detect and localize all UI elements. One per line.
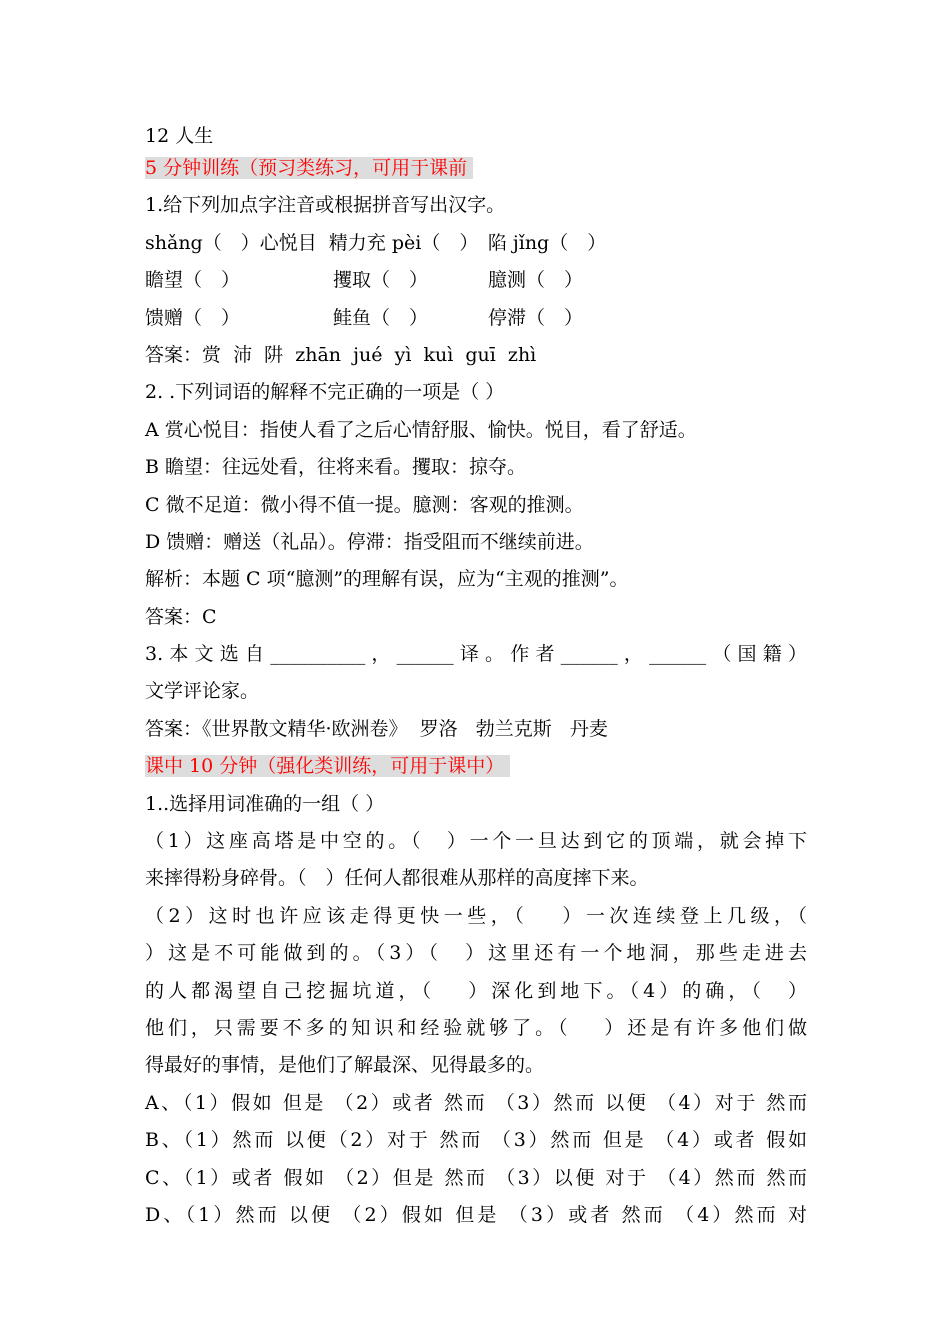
q3-answer: 答案：《世界散文精华·欧洲卷》 罗洛 勃兰克斯 丹麦 (145, 717, 608, 740)
q2-option-a: A 赏心悦目：指使人看了之后心情舒服、愉快。悦目，看了舒适。 (145, 418, 697, 441)
q4-passage-line: （2）这时也许应该走得更快一些，（ ）一次连续登上几级，（ (145, 904, 807, 927)
q4-passage-line: 得最好的事情，是他们了解最深、见得最多的。 (145, 1054, 545, 1077)
word-item: 瞻望（ ） (145, 269, 241, 292)
section-heading-text: 5 分钟训练（预习类练习，可用于课前 (145, 157, 473, 179)
q1-prompt: 1.给下列加点字注音或根据拼音写出汉字。 (145, 194, 506, 217)
q4-choice-b: B、（1）然而 以便（2）对于 然而 （3）然而 但是 （4）或者 假如 (145, 1129, 807, 1152)
q2-answer: 答案：C (145, 605, 217, 628)
word-item: 停滞（ ） (488, 306, 584, 329)
q4-prompt: 1..选择用词准确的一组（ ） (145, 792, 385, 815)
q4-passage-line: ）这是不可能做到的。（3）（ ）这里还有一个地洞，那些走进去 (145, 942, 807, 965)
q1-word-row-2 (145, 300, 807, 337)
q4-passage-line: （1）这座高塔是中空的。（ ）一个一旦达到它的顶端，就会掉下 (145, 830, 807, 853)
lesson-title: 12 人生 (145, 125, 214, 147)
q4-choice-c: C、（1）或者 假如 （2）但是 然而 （3）以便 对于 （4）然而 然而 (145, 1166, 807, 1189)
q4-passage-line: 来摔得粉身碎骨。（ ）任何人都很难从那样的高度摔下来。 (145, 867, 649, 890)
word-item: 鲑鱼（ ） (333, 306, 429, 329)
section-heading-10min (145, 748, 807, 785)
q2-option-c: C 微不足道：微小得不值一提。臆测：客观的推测。 (145, 493, 584, 516)
q4-choice-d: D、（1）然而 以便 （2）假如 但是 （3）或者 然而 （4）然而 对 (145, 1203, 807, 1226)
q3-line-1: 3.本文选自__________，______译。作者______，______（国籍） (145, 643, 807, 666)
q3-line-2: 文学评论家。 (145, 680, 260, 703)
q2-analysis: 解析：本题 C 项“臆测”的理解有误，应为“主观的推测”。 (145, 568, 629, 591)
q4-passage-line: 的人都渴望自己挖掘坑道，（ ）深化到地下。（4）的确，（ ） (145, 979, 807, 1002)
section-heading-text: 课中 10 分钟（强化类训练，可用于课中） (145, 755, 510, 777)
q1-pinyin-row: shǎng（ ）心悦目 精力充 pèi（ ） 陷 jǐng（ ） (145, 231, 607, 254)
section-heading-5min (145, 150, 807, 187)
word-item: 攫取（ ） (333, 269, 429, 292)
document-body (145, 122, 807, 1234)
q2-prompt: 2. .下列词语的解释不完正确的一项是（ ） (145, 381, 505, 404)
q4-passage-line: 他们，只需要不多的知识和经验就够了。（ ）还是有许多他们做 (145, 1016, 807, 1039)
q1-answer: 答案：赏 沛 阱 zhān jué yì kuì guī zhì (145, 343, 537, 366)
q2-option-d: D 馈赠：赠送（礼品）。停滞：指受阻而不继续前进。 (145, 530, 594, 553)
q4-choice-a: A、（1）假如 但是 （2）或者 然而 （3）然而 以便 （4）对于 然而 (145, 1091, 807, 1114)
q1-word-row-1 (145, 262, 807, 299)
word-item: 馈赠（ ） (145, 306, 241, 329)
word-item: 臆测（ ） (488, 269, 584, 292)
q2-option-b: B 瞻望：往远处看，往将来看。攫取：掠夺。 (145, 456, 527, 479)
